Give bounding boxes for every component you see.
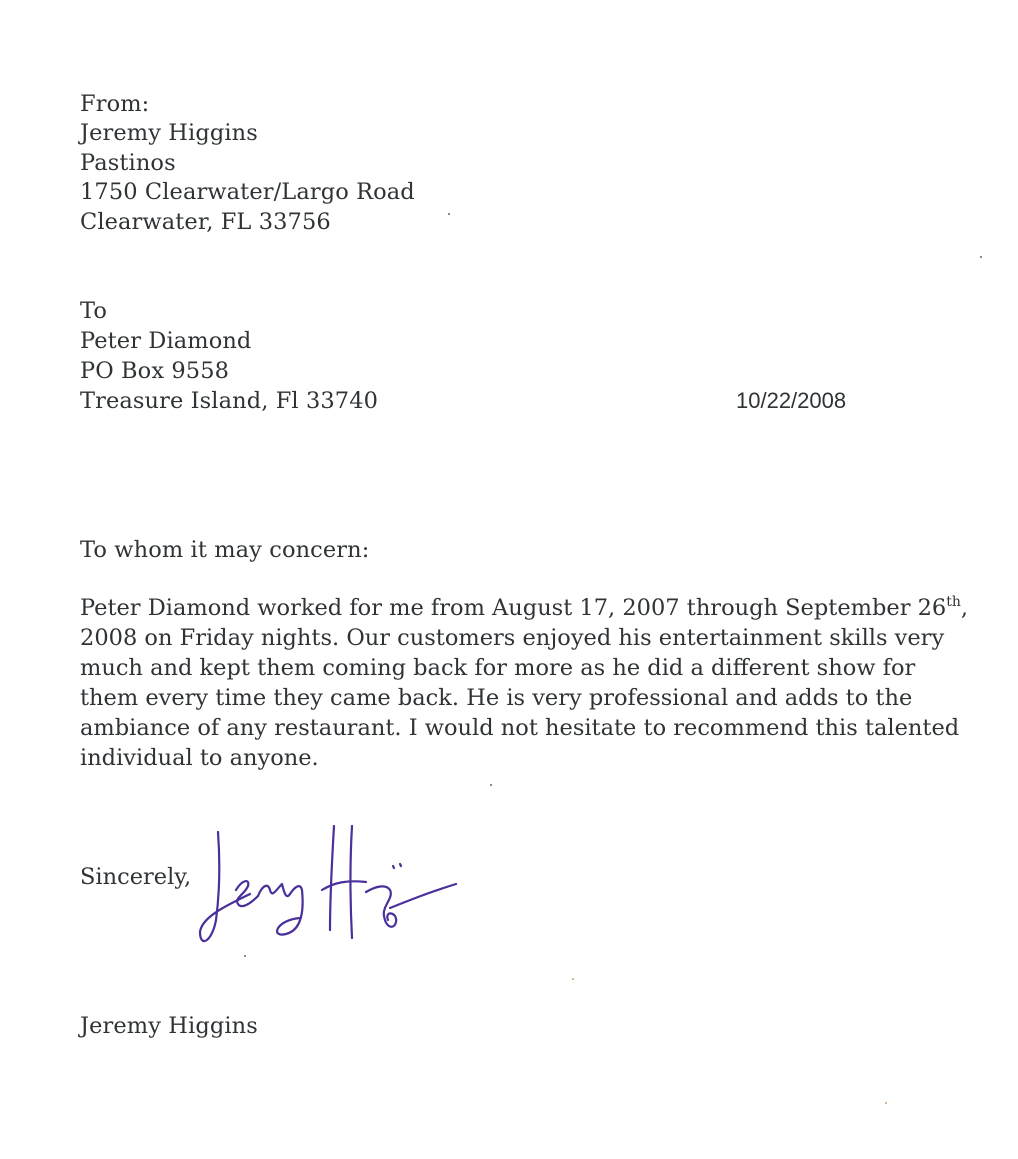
sender-company: Pastinos [80, 150, 176, 176]
body-line: much and kept them coming back for more as he did a different show for [80, 655, 916, 681]
scan-speck [490, 784, 492, 786]
recipient-city: Treasure Island, Fl 33740 [80, 388, 379, 414]
recipient-heading: To [80, 298, 108, 324]
sender-street: 1750 Clearwater/Largo Road [80, 179, 415, 205]
sender-name: Jeremy Higgins [80, 120, 258, 146]
sender-heading: From: [80, 91, 150, 117]
scan-speck [244, 955, 246, 957]
signature-name: Jeremy Higgins [80, 1013, 258, 1039]
closing: Sincerely, [80, 864, 192, 890]
salutation: To whom it may concern: [80, 537, 370, 563]
sender-city: Clearwater, FL 33756 [80, 209, 331, 235]
handwritten-signature [190, 820, 470, 960]
letter-body [80, 593, 980, 773]
recipient-street: PO Box 9558 [80, 358, 230, 384]
body-line: 2008 on Friday nights. Our customers enjoyed his entertainment skills very [80, 625, 945, 651]
body-line: ambiance of any restaurant. I would not hesitate to recommend this talented [80, 715, 960, 741]
recipient-name: Peter Diamond [80, 328, 252, 354]
body-line: them every time they came back. He is very professional and adds to the [80, 685, 913, 711]
letter-date: 10/22/2008 [736, 388, 847, 413]
scan-speck [448, 213, 450, 215]
body-line: individual to anyone. [80, 745, 319, 771]
scan-speck [885, 1102, 887, 1104]
body-line: Peter Diamond worked for me from August 17, 2007 through September 26th, [80, 594, 969, 621]
scan-speck [572, 978, 574, 980]
scan-speck [980, 256, 982, 258]
